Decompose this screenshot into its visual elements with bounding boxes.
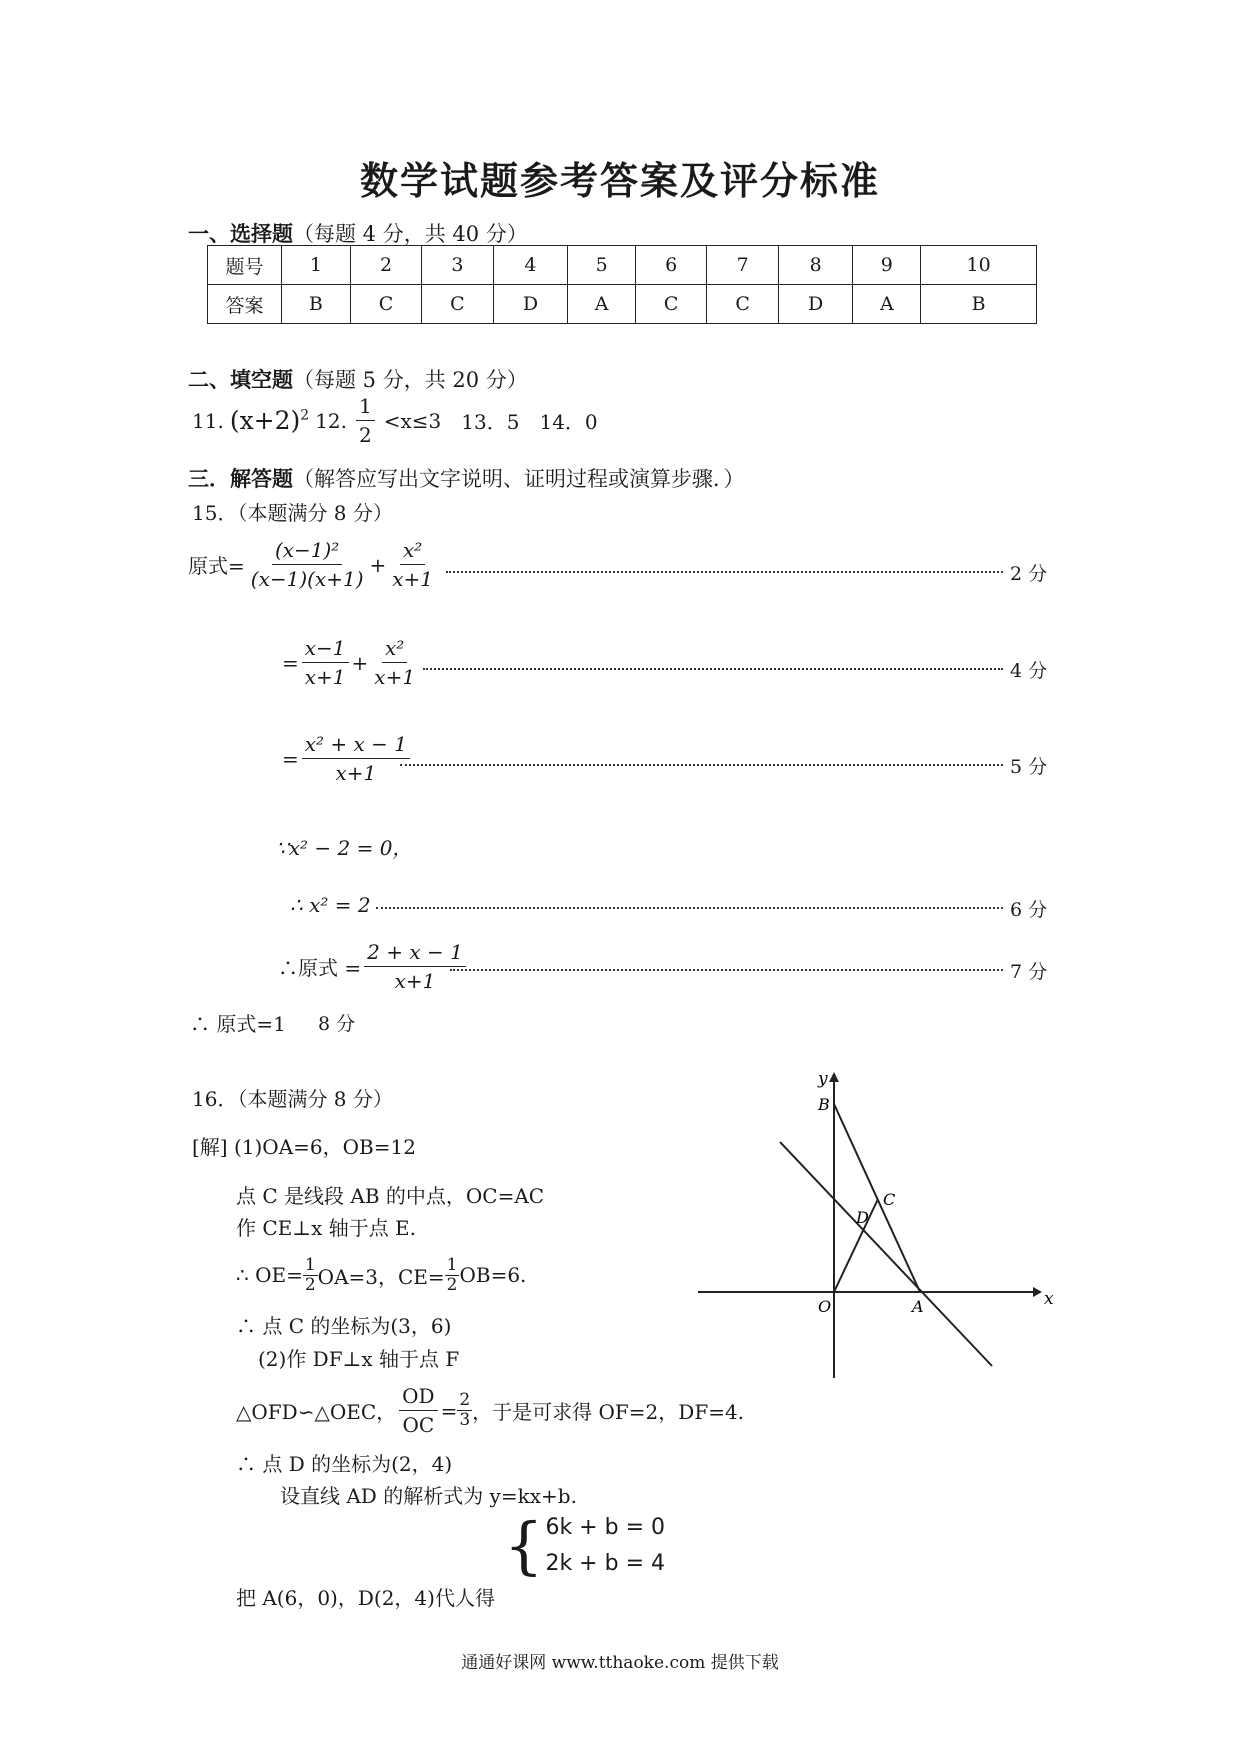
q15-score-3: 5 分 xyxy=(1010,756,1048,778)
q16-line-8: ∴ 点 D 的坐标为(2，4) xyxy=(236,1452,453,1476)
q15-l1-fraction-1 xyxy=(248,538,367,591)
numerator: 1 xyxy=(446,1255,458,1275)
q11-answer xyxy=(230,406,309,435)
section-1-note: （每题 4 分，共 40 分） xyxy=(293,222,528,246)
point-b-label: B xyxy=(818,1095,830,1114)
q15-l6-fraction xyxy=(364,940,466,993)
section-1-heading xyxy=(188,218,528,248)
plus-sign: + xyxy=(351,650,369,675)
numerator: x² xyxy=(400,538,425,565)
numerator: x² xyxy=(382,636,407,663)
table-row-answers xyxy=(208,285,1037,324)
table-cell: 7 xyxy=(707,246,778,285)
q16-line-9: 设直线 AD 的解析式为 y=kx+b. xyxy=(280,1484,577,1508)
table-cell: C xyxy=(350,285,421,324)
table-cell: 6 xyxy=(635,246,706,285)
equation-system xyxy=(504,1510,665,1582)
q16-line-4 xyxy=(236,1256,526,1294)
denominator: x+1 xyxy=(335,761,377,785)
q16-l4-fraction-2 xyxy=(445,1256,460,1294)
table-cell: B xyxy=(282,285,351,324)
table-cell: 1 xyxy=(282,246,351,285)
table-cell: 8 xyxy=(778,246,853,285)
q15-l2-fraction-2 xyxy=(371,636,418,689)
table-cell: D xyxy=(778,285,853,324)
numerator: (x−1)² xyxy=(272,538,342,565)
point-d-label: D xyxy=(856,1208,869,1227)
q15-l2-fraction-1 xyxy=(302,636,349,689)
row-label-number: 题号 xyxy=(208,246,282,285)
q16-l4-fraction-1 xyxy=(303,1256,318,1294)
q12-numerator: 1 xyxy=(356,394,375,421)
section-2-title: 二、填空题 xyxy=(188,368,293,392)
q15-line-2 xyxy=(282,636,421,689)
origin-label: O xyxy=(818,1297,832,1316)
leader-dots xyxy=(450,969,1003,971)
numerator: x² + x − 1 xyxy=(302,732,410,759)
denominator: 3 xyxy=(459,1410,471,1430)
denominator: x+1 xyxy=(392,567,434,591)
table-cell: 10 xyxy=(921,246,1037,285)
y-label: y xyxy=(818,1069,828,1089)
section-1-title: 一、选择题 xyxy=(188,222,293,246)
q16-line-10: 把 A(6，0)，D(2，4)代人得 xyxy=(236,1586,495,1610)
q15-score-1: 2 分 xyxy=(1010,563,1048,585)
table-cell: 9 xyxy=(853,246,921,285)
numerator: 2 + x − 1 xyxy=(364,940,466,967)
table-cell: 3 xyxy=(422,246,493,285)
q15-line-5: ∴ x² = 2 xyxy=(290,893,371,917)
table-cell: A xyxy=(853,285,921,324)
q16-heading: 16．（本题满分 8 分） xyxy=(192,1087,393,1111)
q11-exponent: 2 xyxy=(300,407,310,424)
table-cell: 5 xyxy=(568,246,636,285)
brace-icon: { xyxy=(504,1509,544,1582)
q15-line-4: ∵x² − 2 = 0， xyxy=(276,836,413,860)
numerator: 1 xyxy=(304,1255,316,1275)
q16-line-1: [解] (1)OA=6，OB=12 xyxy=(192,1135,416,1159)
table-cell: 4 xyxy=(493,246,568,285)
q15-l1-fraction-2 xyxy=(389,538,436,591)
q16-l7-eq: = xyxy=(440,1398,458,1423)
denominator: x+1 xyxy=(394,969,436,993)
q16-l4-c: OB=6. xyxy=(459,1263,527,1288)
section-2-note: （每题 5 分，共 20 分） xyxy=(293,368,528,392)
q15-score-4: 6 分 xyxy=(1010,899,1048,921)
plus-sign: + xyxy=(369,552,387,577)
q16-l7-b: ，于是可求得 OF=2，DF=4. xyxy=(472,1400,745,1424)
q12-number: 12. xyxy=(315,408,348,433)
equation-1: 6k + b = 0 xyxy=(545,1515,665,1540)
q15-score-5: 7 分 xyxy=(1010,961,1048,983)
q16-line-2: 点 C 是线段 AB 的中点，OC=AC xyxy=(236,1184,545,1208)
q16-l4-b: OA=3，CE= xyxy=(317,1264,445,1289)
q11-number: 11. xyxy=(192,408,224,433)
denominator: 2 xyxy=(446,1274,458,1295)
equation-2: 2k + b = 4 xyxy=(545,1551,665,1576)
answer-table xyxy=(207,245,1037,324)
q16-l4-a: ∴ OE= xyxy=(236,1263,303,1288)
table-row-numbers xyxy=(208,246,1037,285)
q16-line-7 xyxy=(236,1384,744,1437)
q15-l3-prefix: = xyxy=(282,746,299,771)
q15-line-7: ∴ 原式=1 xyxy=(190,1012,286,1036)
table-cell: C xyxy=(635,285,706,324)
table-cell: D xyxy=(493,285,568,324)
fill-answers xyxy=(192,394,598,447)
section-3-heading xyxy=(188,463,745,493)
q12-denominator: 2 xyxy=(359,423,372,447)
q14-answer: 14．0 xyxy=(539,410,598,434)
q12-fraction xyxy=(356,394,375,447)
q16-line-5: ∴ 点 C 的坐标为(3，6) xyxy=(236,1314,452,1338)
table-cell: C xyxy=(707,285,778,324)
denominator: OC xyxy=(402,1413,435,1437)
q15-l6-prefix: ∴原式 = xyxy=(278,956,362,980)
q15-line-3 xyxy=(282,732,413,785)
q15-l2-prefix: = xyxy=(282,650,299,675)
point-a-label: A xyxy=(912,1297,924,1316)
denominator: x+1 xyxy=(374,665,416,689)
denominator: 2 xyxy=(304,1274,316,1295)
line-ad xyxy=(780,1142,992,1366)
q12-rest: <x≤3 xyxy=(383,408,442,433)
x-axis-arrow-icon xyxy=(1033,1287,1042,1297)
q13-answer: 13．5 xyxy=(461,410,520,434)
section-2-heading xyxy=(188,364,528,394)
q15-heading: 15．（本题满分 8 分） xyxy=(192,501,393,525)
q15-l1-prefix: 原式= xyxy=(188,554,245,578)
q15-l3-fraction xyxy=(302,732,410,785)
point-c-label: C xyxy=(883,1190,896,1209)
x-label: x xyxy=(1044,1289,1054,1309)
numerator: x−1 xyxy=(302,636,349,663)
page-title: 数学试题参考答案及评分标准 xyxy=(359,159,880,203)
q16-line-6: (2)作 DF⊥x 轴于点 F xyxy=(258,1347,460,1371)
q16-l7-a: △OFD∽△OEC， xyxy=(236,1400,397,1424)
denominator: x+1 xyxy=(304,665,346,689)
numerator: 2 xyxy=(459,1390,471,1411)
table-cell: C xyxy=(422,285,493,324)
denominator: (x−1)(x+1) xyxy=(250,567,364,591)
q11-base: (x+2) xyxy=(229,406,301,435)
leader-dots xyxy=(400,764,1003,766)
q16-l7-fraction-2 xyxy=(457,1391,472,1429)
q15-score-2: 4 分 xyxy=(1010,660,1048,682)
q15-line-6 xyxy=(278,940,469,993)
leader-dots xyxy=(446,571,1003,573)
equation-lines xyxy=(545,1510,665,1582)
y-axis-arrow-icon xyxy=(829,1072,839,1082)
q16-line-3: 作 CE⊥x 轴于点 E. xyxy=(236,1216,417,1240)
table-cell: A xyxy=(568,285,636,324)
leader-dots xyxy=(423,668,1003,670)
leader-dots xyxy=(376,907,1003,909)
section-3-note: （解答应写出文字说明、证明过程或演算步骤．） xyxy=(293,467,745,491)
row-label-answer: 答案 xyxy=(208,285,282,324)
q15-line-1 xyxy=(188,538,439,591)
coordinate-graph xyxy=(690,1060,1080,1390)
table-cell: 2 xyxy=(350,246,421,285)
numerator: OD xyxy=(399,1384,437,1411)
section-3-title: 三．解答题 xyxy=(188,467,293,491)
q16-l7-fraction-1 xyxy=(399,1384,437,1437)
table-cell: B xyxy=(921,285,1037,324)
footer-text: 通通好课网 www.tthaoke.com 提供下载 xyxy=(461,1653,779,1673)
q15-score-6: 8 分 xyxy=(318,1013,356,1035)
